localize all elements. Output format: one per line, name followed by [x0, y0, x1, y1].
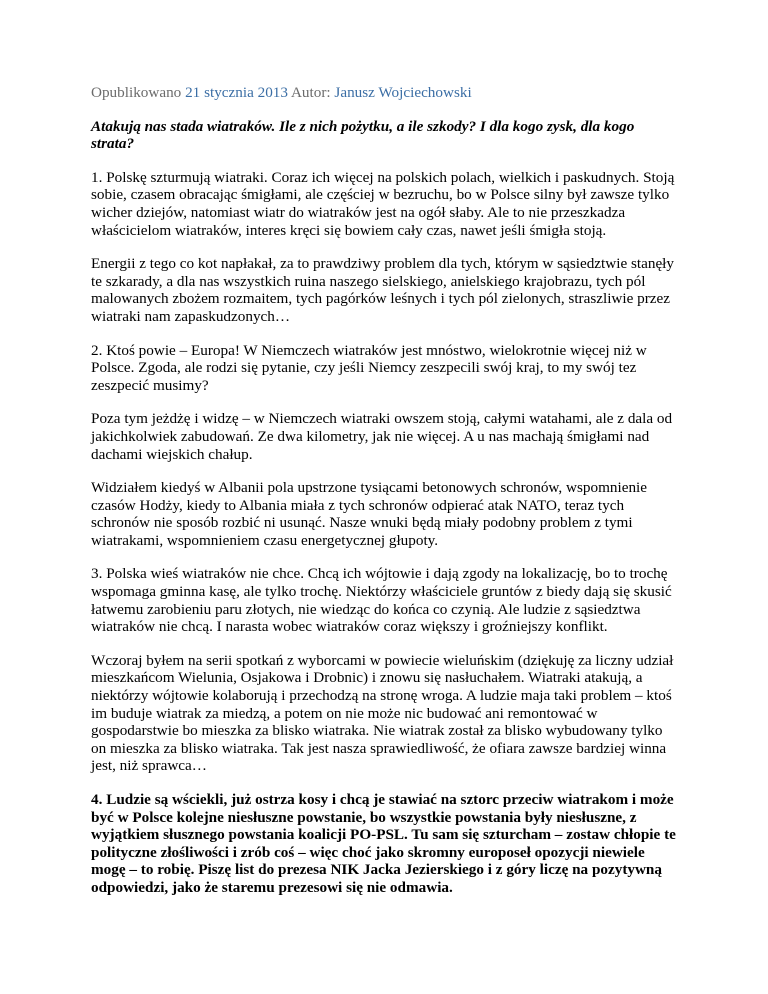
paragraph: Widziałem kiedyś w Albanii pola upstrzone tysiącami betonowych schronów, wspomnienie czasów Hodży, kiedy to Albania miała z tych schronów odpierać atak NATO, teraz tych schronów nie sposób rozbić ni usunąć. Nasze wnuki będą miały podobny problem z tymi wiatrakami, wspomnieniem czasu energetycznej głupoty. — [91, 479, 647, 549]
paragraph: Energii z tego co kot napłakał, za to prawdziwy problem dla tych, którym w sąsiedztwie stanęły te szkarady, a dla nas wszystkich ruina naszego sielskiego, anielskiego krajobrazu, tych pól malowanych zbożem rozmaitem, tych pagórków leśnych i tych pól zielonych, straszliwie przez wiatraki nam zapaskudzonych… — [91, 255, 674, 325]
author-link[interactable]: Janusz Wojciechowski — [334, 84, 472, 101]
article-lead: Atakują nas stada wiatraków. Ile z nich pożytku, a ile szkody? I dla kogo zysk, dla kogo strata? — [91, 117, 635, 153]
paragraph: 2. Ktoś powie – Europa! W Niemczech wiatraków jest mnóstwo, wielokrotnie więcej niż w Polsce. Zgoda, ale rodzi się pytanie, czy jeśli Niemcy zeszpecili swój kraj, to my swój tez zeszpecić musimy? — [91, 341, 647, 394]
paragraph: 4. Ludzie są wściekli, już ostrza kosy i chcą je stawiać na sztorc przeciw wiatrakom i może być w Polsce kolejne niesłuszne powstanie, bo wszystkie powstania były niesłuszne, z wyjątkiem słusznego powstania koalicji PO-PSL. Tu sam się szturcham – zostaw chłopie te polityczne złośliwości i zrób coś – więc choć jako skromny europoseł opozycji niewiele mogę – to robię. Piszę list do prezesa NIK Jacka Jezierskiego i z góry liczę na pozytywną odpowiedzi, jako że staremu prezesowi się nie odmawia. — [91, 791, 676, 896]
paragraph: 1. Polskę szturmują wiatraki. Coraz ich więcej na polskich polach, wielkich i paskudnych. Stoją sobie, czasem obracając śmigłami, ale częściej w bezruchu, bo w Polsce silny był zawsze tylko wicher dziejów, natomiast wiatr do wiatraków jest na ogół słaby. Ale to nie przeszkadza właścicielom wiatraków, interes kręci się bowiem cały czas, nawet jeśli śmigła stoją. — [91, 168, 675, 239]
article — [91, 84, 681, 913]
post-date-link[interactable]: 21 stycznia 2013 — [185, 84, 288, 101]
post-meta — [91, 84, 681, 102]
paragraph: Wczoraj byłem na serii spotkań z wyborcami w powiecie wieluńskim (dziękuję za liczny udział mieszkańcom Wielunia, Osjakowa i Drobnic) i znowu się nasłuchałem. Wiatraki atakują, a niektórzy wójtowie kolaborują i przechodzą na stronę wroga. A ludzie maja taki problem – ktoś im buduje wiatrak za miedzą, a potem on nie może nic budować ani remontować w gospodarstwie bo mieszka za blisko wiatraka. Nie wiatrak został za blisko wybudowany tylko on mieszka za blisko wiatraka. Tak jest nasza sprawiedliwość, że ofiara zawsze bardziej winna jest, niż sprawca… — [91, 651, 674, 775]
paragraph: Poza tym jeżdżę i widzę – w Niemczech wiatraki owszem stoją, całymi watahami, ale z dala od jakichkolwiek zabudowań. Ze dwa kilometry, jak nie więcej. A u nas machają śmigłami nad dachami wiejskich chałup. — [91, 410, 673, 463]
author-label: Autor: — [290, 84, 331, 101]
paragraph: 3. Polska wieś wiatraków nie chce. Chcą ich wójtowie i dają zgody na lokalizację, bo to trochę wspomaga gminna kasę, ale tylko trochę. Niektórzy właściciele gruntów z biedy dają się skusić łatwemu zarobieniu paru złotych, nie wiedząc do końca co czynią. Ale ludzie z sąsiedztwa wiatraków nie chcą. I narasta wobec wiatraków coraz większy i groźniejszy konflikt. — [91, 565, 672, 636]
published-label: Opublikowano — [91, 84, 182, 101]
